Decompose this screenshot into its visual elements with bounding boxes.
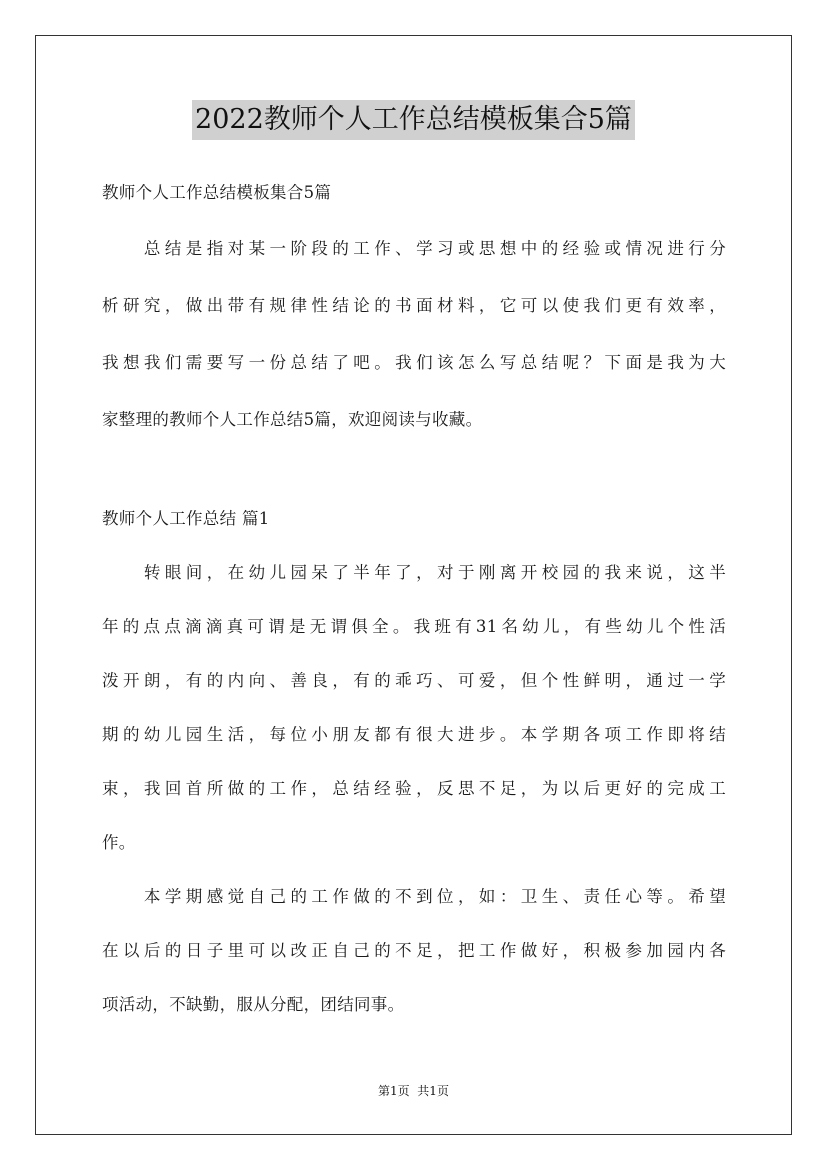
paragraph-line: 作。 [102, 833, 136, 852]
paragraph-line: 本学期感觉自己的工作做的不到位，如：卫生、责任心等。希望 [102, 887, 726, 906]
paragraph-2 [102, 885, 726, 1017]
section-heading [102, 507, 726, 531]
paragraph-line: 束，我回首所做的工作，总结经验，反思不足，为以后更好的完成工 [102, 779, 726, 798]
paragraph-line: 转眼间，在幼儿园呆了半年了，对于刚离开校园的我来说，这半 [102, 563, 726, 582]
paragraph-line: 项活动，不缺勤，服从分配，团结同事。 [102, 995, 405, 1014]
section-heading-text: 教师个人工作总结 篇1 [102, 509, 270, 528]
paragraph-line: 年的点点滴滴真可谓是无谓俱全。我班有31名幼儿，有些幼儿个性活 [102, 617, 726, 636]
page-footer: 第1页 共1页 [378, 1084, 449, 1098]
paragraph-1 [102, 561, 726, 855]
paragraph-line: 总结是指对某一阶段的工作、学习或思想中的经验或情况进行分 [102, 239, 726, 258]
intro-paragraph [102, 237, 726, 432]
paragraph-line: 我想我们需要写一份总结了吧。我们该怎么写总结呢？下面是我为大 [102, 353, 726, 372]
subtitle [102, 181, 726, 205]
paragraph-line: 析研究，做出带有规律性结论的书面材料，它可以使我们更有效率， [102, 296, 726, 315]
paragraph-line: 家整理的教师个人工作总结5篇，欢迎阅读与收藏。 [102, 410, 483, 429]
subtitle-text: 教师个人工作总结模板集合5篇 [102, 183, 332, 202]
paragraph-line: 期的幼儿园生活，每位小朋友都有很大进步。本学期各项工作即将结 [102, 725, 726, 744]
title-container [0, 100, 827, 140]
document-title: 2022教师个人工作总结模板集合5篇 [192, 100, 635, 140]
paragraph-line: 泼开朗，有的内向、善良，有的乖巧、可爱，但个性鲜明，通过一学 [102, 671, 726, 690]
paragraph-line: 在以后的日子里可以改正自己的不足，把工作做好，积极参加园内各 [102, 941, 726, 960]
